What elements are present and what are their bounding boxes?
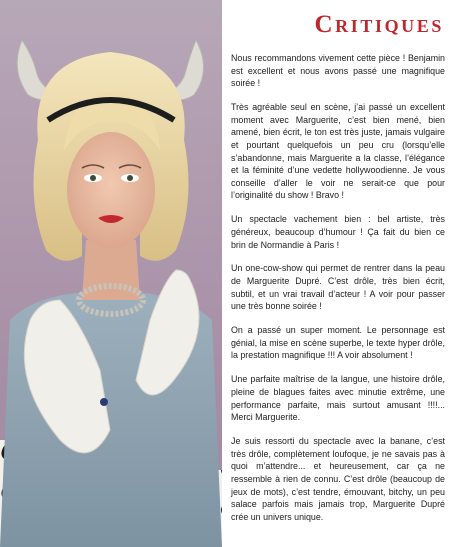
review-item: Une parfaite maîtrise de la langue, une histoire drôle, pleine de blagues faites avec minutie extrême, une performance parfaite, mais surtout amusant !!!!... Merci Marguerite. bbox=[231, 374, 445, 423]
review-item: Un one-cow-show qui permet de rentrer dans la peau de Marguerite Dupré. C’est drôle, très bien écrit, subtil, et un vrai travail d’acteur ! A voir pour passer une très bonne soirée ! bbox=[231, 263, 445, 312]
review-item: Très agréable seul en scène, j’ai passé un excellent moment avec Marguerite, c’est bien mené, bien amené, bien écrit, le ton est très juste, jamais vulgaire et pourtant quelquefois un peu cru (lorsqu’elle s’abandonne, mais Marguerite a la classe, l’élégance et la féminité d’une vedette hollywoodienne. Je vous conseille d’aller le voir ne serait-ce que pour l’originalité du show ! Bravo ! bbox=[231, 102, 445, 201]
hero-photo bbox=[0, 0, 222, 547]
review-item: Je suis ressorti du spectacle avec la banane, c’est très drôle, complètement loufoque, je ne savais pas à quoi m’attendre... et heureusement, car ça ne ressemble à rien de connu. C’est drôle (beaucoup de jeux de mots), c’est tendre, émouvant, bitchy, un peu salace parfois mais jamais trop, Marguerite Dupré crée un univers unique. bbox=[231, 436, 445, 522]
page-title: Critiques bbox=[314, 11, 444, 38]
reviews-column bbox=[231, 10, 445, 535]
face bbox=[67, 132, 155, 248]
review-item: Un spectacle vachement bien : bel artiste, très généreux, beaucoup d’humour ! Ça fait du bien ce brin de Normandie à Paris ! bbox=[231, 214, 445, 250]
ring bbox=[100, 398, 108, 406]
review-item: On a passé un super moment. Le personnage est génial, la mise en scène superbe, le texte hyper drôle, la prestation magnifique !!! A voir absolument ! bbox=[231, 325, 445, 361]
review-item: Nous recommandons vivement cette pièce ! Benjamin est excellent et nous avons passé une magnifique soirée ! bbox=[231, 53, 445, 89]
performer-illustration bbox=[0, 0, 222, 547]
